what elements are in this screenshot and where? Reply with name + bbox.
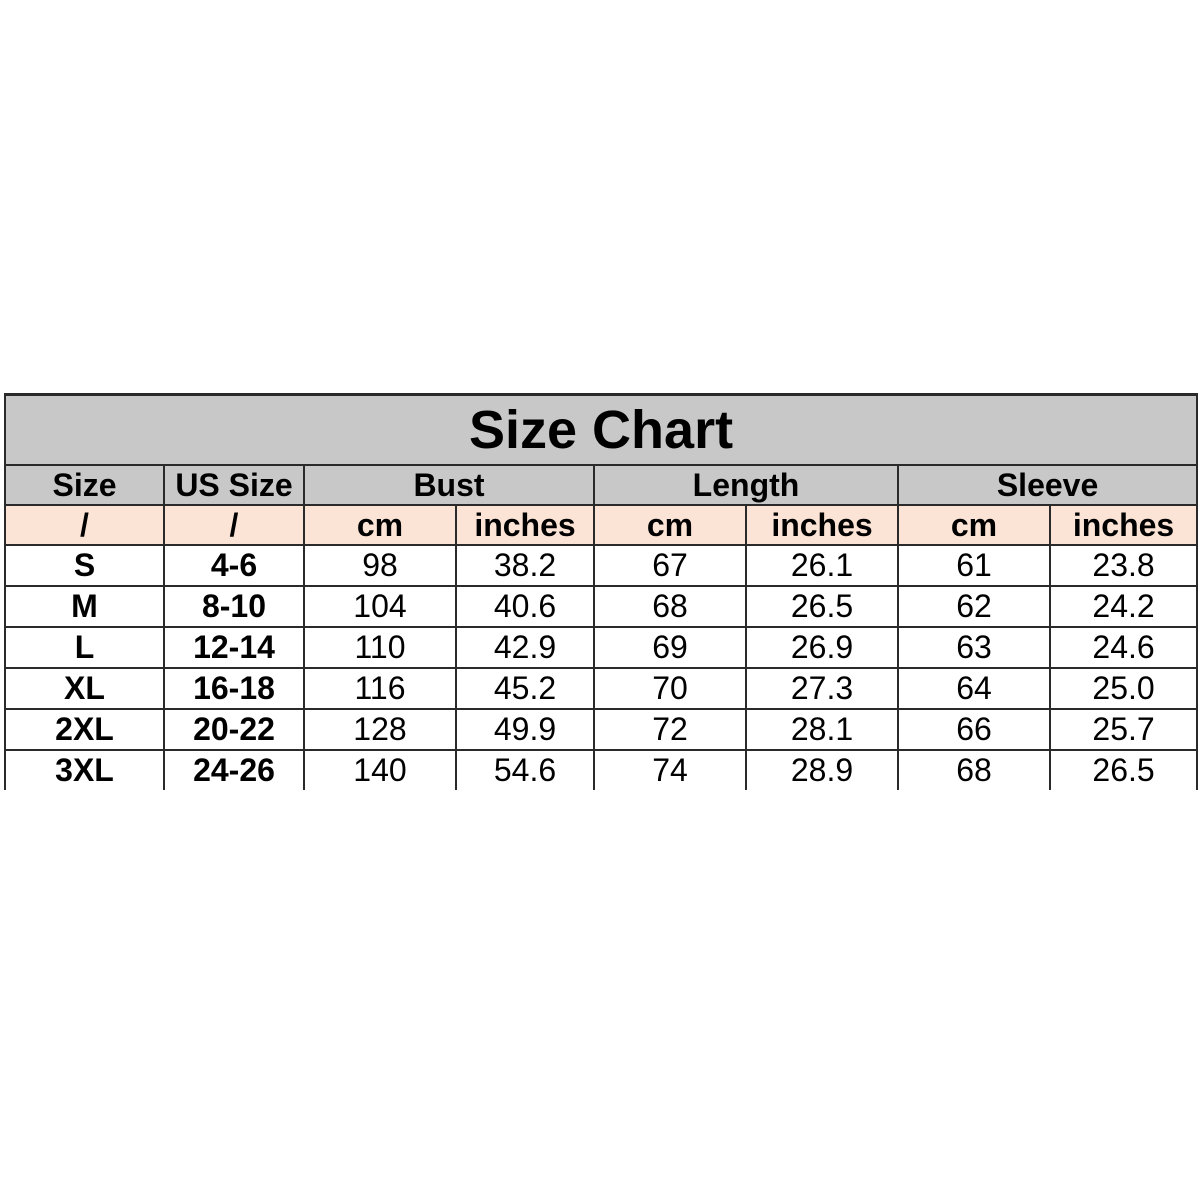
cell-bust-cm: 98 (304, 545, 456, 586)
cell-sleeve-inches: 25.0 (1050, 668, 1197, 709)
cell-us-size: 16-18 (164, 668, 304, 709)
title-row (5, 395, 1197, 466)
cell-length-inches: 28.9 (746, 750, 898, 790)
header-us-size: US Size (164, 465, 304, 505)
cell-size: L (5, 627, 164, 668)
cell-length-inches: 27.3 (746, 668, 898, 709)
header-size: Size (5, 465, 164, 505)
table-row (5, 709, 1197, 750)
cell-us-size: 4-6 (164, 545, 304, 586)
cell-sleeve-cm: 64 (898, 668, 1050, 709)
cell-sleeve-inches: 24.6 (1050, 627, 1197, 668)
unit-sleeve-cm: cm (898, 505, 1050, 545)
unit-header-row (5, 505, 1197, 545)
cell-length-cm: 74 (594, 750, 746, 790)
unit-bust-inches: inches (456, 505, 594, 545)
cell-length-inches: 28.1 (746, 709, 898, 750)
cell-us-size: 20-22 (164, 709, 304, 750)
cell-size: 2XL (5, 709, 164, 750)
cell-length-cm: 67 (594, 545, 746, 586)
cell-length-cm: 72 (594, 709, 746, 750)
cell-length-inches: 26.1 (746, 545, 898, 586)
group-header-row (5, 465, 1197, 505)
cell-size: XL (5, 668, 164, 709)
chart-title: Size Chart (5, 395, 1197, 466)
cell-bust-inches: 40.6 (456, 586, 594, 627)
cell-sleeve-cm: 68 (898, 750, 1050, 790)
cell-bust-cm: 128 (304, 709, 456, 750)
unit-sleeve-inches: inches (1050, 505, 1197, 545)
cell-bust-inches: 54.6 (456, 750, 594, 790)
table-row (5, 586, 1197, 627)
cell-bust-cm: 140 (304, 750, 456, 790)
cell-size: M (5, 586, 164, 627)
cell-sleeve-cm: 62 (898, 586, 1050, 627)
cell-us-size: 8-10 (164, 586, 304, 627)
table-row (5, 627, 1197, 668)
cell-sleeve-inches: 23.8 (1050, 545, 1197, 586)
cell-us-size: 24-26 (164, 750, 304, 790)
cell-sleeve-cm: 61 (898, 545, 1050, 586)
cell-bust-cm: 116 (304, 668, 456, 709)
table-row (5, 668, 1197, 709)
unit-size: / (5, 505, 164, 545)
cell-size: S (5, 545, 164, 586)
table-row (5, 750, 1197, 790)
cell-bust-inches: 45.2 (456, 668, 594, 709)
cell-us-size: 12-14 (164, 627, 304, 668)
cell-size: 3XL (5, 750, 164, 790)
unit-us-size: / (164, 505, 304, 545)
table-row (5, 545, 1197, 586)
size-chart-table (4, 393, 1198, 790)
cell-length-cm: 70 (594, 668, 746, 709)
cell-sleeve-cm: 63 (898, 627, 1050, 668)
cell-bust-inches: 42.9 (456, 627, 594, 668)
cell-length-cm: 69 (594, 627, 746, 668)
cell-sleeve-inches: 24.2 (1050, 586, 1197, 627)
header-length: Length (594, 465, 898, 505)
unit-length-cm: cm (594, 505, 746, 545)
cell-length-inches: 26.5 (746, 586, 898, 627)
cell-bust-cm: 104 (304, 586, 456, 627)
cell-sleeve-inches: 26.5 (1050, 750, 1197, 790)
header-sleeve: Sleeve (898, 465, 1197, 505)
cell-length-cm: 68 (594, 586, 746, 627)
size-chart (4, 393, 1196, 790)
cell-sleeve-cm: 66 (898, 709, 1050, 750)
unit-length-inches: inches (746, 505, 898, 545)
cell-bust-inches: 49.9 (456, 709, 594, 750)
header-bust: Bust (304, 465, 594, 505)
cell-bust-inches: 38.2 (456, 545, 594, 586)
cell-sleeve-inches: 25.7 (1050, 709, 1197, 750)
cell-length-inches: 26.9 (746, 627, 898, 668)
cell-bust-cm: 110 (304, 627, 456, 668)
unit-bust-cm: cm (304, 505, 456, 545)
